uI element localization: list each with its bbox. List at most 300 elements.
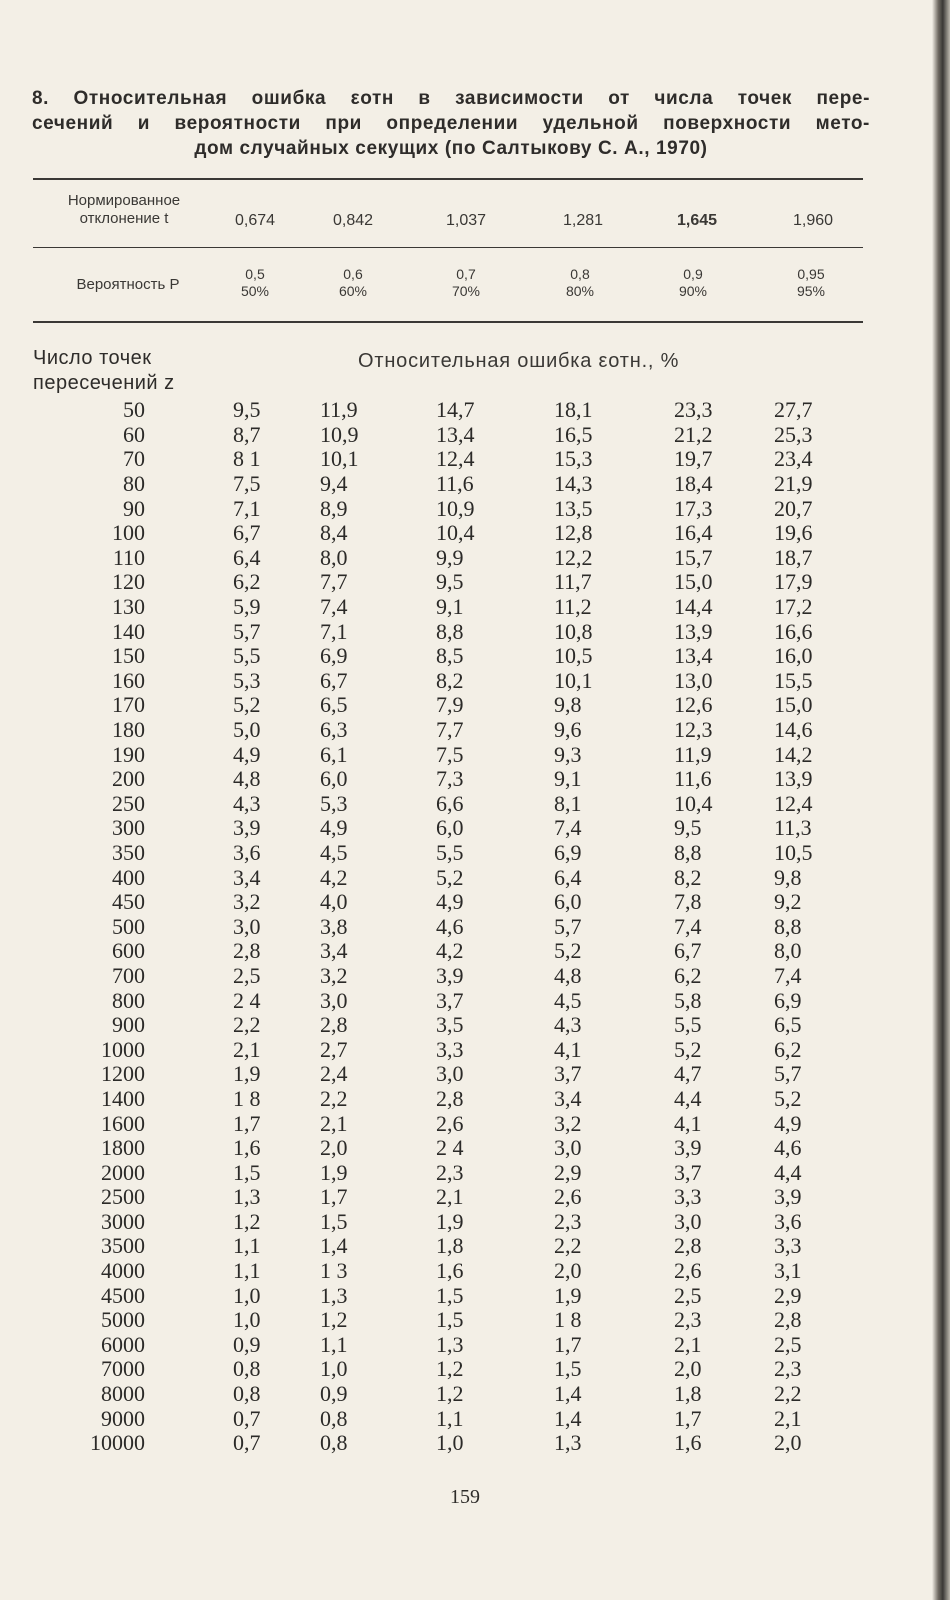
error-value: 2,5 [674,1282,702,1308]
table-row [0,496,834,521]
z-value: 140 [112,618,145,644]
error-value: 1,5 [554,1356,582,1382]
t-value-5: 1,645 [676,212,718,229]
error-value: 4,1 [554,1036,582,1062]
table-row [0,398,834,423]
error-value: 13,4 [674,643,713,669]
error-value: 4,4 [674,1085,702,1111]
error-value: 5,8 [674,987,702,1013]
error-value: 17,2 [774,594,813,620]
z-value: 170 [112,692,145,718]
error-value: 3,2 [233,889,261,915]
error-value: 9,5 [674,815,702,841]
error-value: 1,3 [320,1282,348,1308]
error-value: 8,4 [320,520,348,546]
error-value: 6,7 [674,938,702,964]
error-value: 25,3 [774,421,813,447]
error-value: 3,7 [554,1061,582,1087]
error-value: 11,3 [774,815,812,841]
error-value: 14,3 [554,471,593,497]
z-value: 150 [112,643,145,669]
table-row [0,792,834,817]
error-value: 1,4 [320,1233,348,1259]
z-value: 9000 [101,1405,145,1431]
error-value: 2,1 [774,1405,802,1431]
error-value: 17,3 [674,495,713,521]
table-row [0,939,834,964]
error-value: 18,4 [674,471,713,497]
error-value: 1,8 [436,1233,464,1259]
error-value: 16,4 [674,520,713,546]
p-value-5 [648,266,738,300]
error-value: 1,7 [554,1331,582,1357]
z-value: 6000 [101,1331,145,1357]
error-value: 9,5 [233,397,261,423]
error-value: 4,5 [320,839,348,865]
error-value: 0,7 [233,1405,261,1431]
error-value: 8,8 [674,839,702,865]
error-value: 9,8 [774,864,802,890]
error-value: 8,8 [436,618,464,644]
error-value: 2,0 [320,1135,348,1161]
z-value: 450 [112,889,145,915]
error-value: 8,8 [774,913,802,939]
error-value: 17,9 [774,569,813,595]
header-divider [33,247,863,248]
z-value: 80 [123,471,145,497]
error-label: Относительная ошибка εотн., % [358,350,680,372]
error-value: 4,3 [554,1012,582,1038]
error-value: 9,1 [554,766,582,792]
p-value-3 [421,266,511,300]
error-value: 3,2 [320,962,348,988]
error-value: 2 4 [233,987,261,1013]
table-row [0,693,834,718]
error-value: 3,3 [674,1184,702,1210]
z-value: 400 [112,864,145,890]
error-value: 3,7 [436,987,464,1013]
error-value: 18,7 [774,544,813,570]
error-value: 1,1 [233,1233,261,1259]
error-value: 7,5 [233,471,261,497]
error-value: 11,6 [436,471,474,497]
error-value: 7,4 [554,815,582,841]
error-value: 14,6 [774,717,813,743]
error-value: 15,7 [674,544,713,570]
table-row [0,1062,834,1087]
error-value: 2,4 [320,1061,348,1087]
error-value: 4,9 [233,741,261,767]
p-fraction-5: 0,9 [683,266,703,282]
table-row [0,1333,834,1358]
error-value: 14,2 [774,741,813,767]
error-value: 2,1 [320,1110,348,1136]
error-value: 8,2 [436,667,464,693]
error-value: 12,3 [674,717,713,743]
error-value: 9,2 [774,889,802,915]
table-row [0,767,834,792]
error-value: 7,4 [674,913,702,939]
table-row [0,1087,834,1112]
z-value: 250 [112,790,145,816]
z-value: 70 [123,446,145,472]
error-value: 4,2 [436,938,464,964]
error-value: 16,5 [554,421,593,447]
table-row [0,1308,834,1333]
p-value-4 [535,266,625,300]
error-value: 10,4 [436,520,475,546]
table-row [0,914,834,939]
table-row [0,890,834,915]
error-value: 1,1 [320,1331,348,1357]
z-value: 300 [112,815,145,841]
error-value: 5,3 [233,667,261,693]
error-value: 9,4 [320,471,348,497]
error-value: 6,9 [774,987,802,1013]
p-percent-4: 80% [565,283,595,299]
error-value: 15,0 [774,692,813,718]
t-value-2: 0,842 [332,212,374,229]
error-value: 5,2 [233,692,261,718]
z-value: 1400 [101,1085,145,1111]
t-label-line-1: Нормированное [67,192,181,209]
error-value: 3,0 [436,1061,464,1087]
error-value: 2,8 [320,1012,348,1038]
error-value: 4,7 [674,1061,702,1087]
error-value: 23,4 [774,446,813,472]
error-value: 8,5 [436,643,464,669]
error-value: 7,1 [320,618,348,644]
error-value: 11,2 [554,594,592,620]
error-value: 6,1 [320,741,348,767]
p-percent-2: 60% [338,283,368,299]
z-value: 90 [123,495,145,521]
error-value: 2,0 [554,1258,582,1284]
error-value: 3,9 [674,1135,702,1161]
error-value: 12,8 [554,520,593,546]
t-value-4: 1,281 [562,212,604,229]
error-value: 1,0 [233,1307,261,1333]
table-row [0,1259,834,1284]
error-value: 13,5 [554,495,593,521]
table-row [0,521,834,546]
z-value: 3500 [101,1233,145,1259]
error-value: 1,5 [233,1159,261,1185]
error-value: 2,2 [554,1233,582,1259]
error-value: 1,7 [674,1405,702,1431]
error-value: 1,9 [436,1208,464,1234]
error-value: 1 3 [320,1258,348,1284]
error-value: 6,9 [320,643,348,669]
error-value: 9,1 [436,594,464,620]
error-value: 9,8 [554,692,582,718]
error-value: 1,6 [436,1258,464,1284]
caption-line-2: сечений и вероятности при определении удельной поверхности мето- [32,113,870,134]
table-row [0,1357,834,1382]
top-rule [33,178,863,180]
p-fraction-3: 0,7 [456,266,476,282]
table-row [0,988,834,1013]
error-value: 6,6 [436,790,464,816]
error-value: 1,5 [436,1282,464,1308]
error-value: 8,1 [554,790,582,816]
error-value: 6,3 [320,717,348,743]
error-value: 0,8 [233,1381,261,1407]
z-value: 900 [112,1012,145,1038]
error-value: 2,0 [674,1356,702,1382]
error-value: 10,9 [320,421,359,447]
error-value: 2,5 [233,962,261,988]
error-value: 14,4 [674,594,713,620]
error-value: 2,2 [320,1085,348,1111]
error-value: 4,9 [436,889,464,915]
error-value: 2,1 [233,1036,261,1062]
error-value: 1,0 [320,1356,348,1382]
error-value: 3,9 [233,815,261,841]
error-value: 3,5 [436,1012,464,1038]
table-row [0,447,834,472]
error-value: 3,3 [774,1233,802,1259]
p-label: Вероятность P [76,276,180,293]
error-value: 1,4 [554,1381,582,1407]
z-label-line-1: Число точек [33,347,152,369]
z-value: 3000 [101,1208,145,1234]
error-value: 2 4 [436,1135,464,1161]
error-value: 5,7 [554,913,582,939]
z-value: 160 [112,667,145,693]
error-value: 4,4 [774,1159,802,1185]
error-value: 11,9 [674,741,712,767]
error-value: 3,0 [674,1208,702,1234]
error-value: 3,0 [320,987,348,1013]
table-row [0,865,834,890]
error-value: 13,9 [774,766,813,792]
error-value: 7,8 [674,889,702,915]
error-value: 5,2 [554,938,582,964]
error-value: 6,4 [554,864,582,890]
z-value: 60 [123,421,145,447]
error-value: 6,5 [320,692,348,718]
table-caption [32,86,870,161]
error-value: 2,2 [233,1012,261,1038]
error-value: 21,2 [674,421,713,447]
error-value: 5,5 [233,643,261,669]
error-value: 5,3 [320,790,348,816]
z-value: 50 [123,397,145,423]
error-value: 1,9 [233,1061,261,1087]
error-value: 1,8 [674,1381,702,1407]
error-value: 2,1 [674,1331,702,1357]
z-value: 5000 [101,1307,145,1333]
error-value: 1,0 [233,1282,261,1308]
table-row [0,742,834,767]
error-value: 0,9 [233,1331,261,1357]
table-row [0,1234,834,1259]
error-value: 3,3 [436,1036,464,1062]
z-value: 190 [112,741,145,767]
error-value: 5,9 [233,594,261,620]
error-value: 6,2 [233,569,261,595]
error-value: 5,7 [233,618,261,644]
error-value: 21,9 [774,471,813,497]
error-value: 1,2 [233,1208,261,1234]
table-row [0,964,834,989]
error-value: 1,2 [320,1307,348,1333]
error-value: 3,9 [436,962,464,988]
z-value: 1600 [101,1110,145,1136]
z-value: 120 [112,569,145,595]
error-value: 4,9 [320,815,348,841]
error-value: 6,0 [436,815,464,841]
error-value: 6,0 [554,889,582,915]
p-value-2 [308,266,398,300]
error-value: 6,7 [233,520,261,546]
table-row [0,1382,834,1407]
error-value: 1,2 [436,1356,464,1382]
table-row [0,1210,834,1235]
error-value: 23,3 [674,397,713,423]
error-value: 4,5 [554,987,582,1013]
table-row [0,816,834,841]
error-value: 3,7 [674,1159,702,1185]
error-value: 1 8 [233,1085,261,1111]
p-fraction-1: 0,5 [245,266,265,282]
error-value: 4,0 [320,889,348,915]
error-value: 2,1 [436,1184,464,1210]
error-table [0,398,834,1456]
error-value: 4,8 [233,766,261,792]
error-value: 3,4 [554,1085,582,1111]
error-value: 3,0 [233,913,261,939]
z-value: 800 [112,987,145,1013]
error-value: 11,9 [320,397,358,423]
error-value: 1,7 [320,1184,348,1210]
error-value: 12,4 [436,446,475,472]
error-value: 6,0 [320,766,348,792]
z-label-line-2: пересечений z [33,372,175,394]
error-value: 20,7 [774,495,813,521]
z-value: 130 [112,594,145,620]
z-value: 2500 [101,1184,145,1210]
error-value: 3,1 [774,1258,802,1284]
table-row [0,669,834,694]
table-row [0,1283,834,1308]
z-value: 180 [112,717,145,743]
error-value: 2,3 [774,1356,802,1382]
table-row [0,1111,834,1136]
p-fraction-6: 0,95 [797,266,825,282]
error-value: 3,9 [774,1184,802,1210]
table-row [0,595,834,620]
page-edge-shadow [932,0,950,1600]
error-value: 11,7 [554,569,592,595]
error-value: 2,3 [554,1208,582,1234]
error-value: 5,2 [674,1036,702,1062]
error-value: 7,5 [436,741,464,767]
error-value: 1 8 [554,1307,582,1333]
error-value: 0,8 [233,1356,261,1382]
error-value: 16,6 [774,618,813,644]
error-value: 1,0 [436,1430,464,1456]
z-value: 8000 [101,1381,145,1407]
error-value: 1,1 [233,1258,261,1284]
error-value: 1,9 [320,1159,348,1185]
error-value: 6,7 [320,667,348,693]
table-row [0,472,834,497]
error-value: 4,3 [233,790,261,816]
t-value-3: 1,037 [445,212,487,229]
table-row [0,619,834,644]
table-row [0,841,834,866]
error-value: 5,5 [436,839,464,865]
error-value: 8,9 [320,495,348,521]
p-percent-1: 50% [240,283,270,299]
error-value: 3,8 [320,913,348,939]
error-value: 3,6 [233,839,261,865]
error-value: 2,6 [436,1110,464,1136]
error-value: 19,7 [674,446,713,472]
error-value: 8,7 [233,421,261,447]
caption-line-3: дом случайных секущих (по Салтыкову С. А., 1970) [194,138,708,159]
error-value: 1,6 [674,1430,702,1456]
error-value: 6,2 [674,962,702,988]
error-value: 7,7 [436,717,464,743]
table-row [0,570,834,595]
error-value: 1,2 [436,1381,464,1407]
error-value: 1,3 [436,1331,464,1357]
error-value: 13,4 [436,421,475,447]
error-value: 19,6 [774,520,813,546]
z-value: 10000 [90,1430,145,1456]
error-value: 1,1 [436,1405,464,1431]
error-value: 2,3 [674,1307,702,1333]
error-value: 18,1 [554,397,593,423]
error-value: 8,2 [674,864,702,890]
error-value: 10,5 [554,643,593,669]
error-value: 9,5 [436,569,464,595]
t-value-6: 1,960 [792,212,834,229]
error-value: 7,1 [233,495,261,521]
error-value: 7,7 [320,569,348,595]
error-value: 4,6 [436,913,464,939]
error-value: 10,8 [554,618,593,644]
error-value: 5,2 [436,864,464,890]
error-value: 2,7 [320,1036,348,1062]
error-value: 6,2 [774,1036,802,1062]
table-row [0,1037,834,1062]
error-value: 2,2 [774,1381,802,1407]
error-value: 3,6 [774,1208,802,1234]
error-value: 0,7 [233,1430,261,1456]
error-value: 13,9 [674,618,713,644]
error-value: 2,3 [436,1159,464,1185]
error-value: 7,3 [436,766,464,792]
error-value: 15,5 [774,667,813,693]
error-value: 5,7 [774,1061,802,1087]
table-row [0,1013,834,1038]
error-value: 5,5 [674,1012,702,1038]
error-value: 10,4 [674,790,713,816]
error-value: 0,8 [320,1405,348,1431]
table-row [0,1185,834,1210]
p-fraction-2: 0,6 [343,266,363,282]
error-value: 12,6 [674,692,713,718]
header-bottom-rule [33,321,863,323]
error-value: 7,9 [436,692,464,718]
error-value: 2,9 [554,1159,582,1185]
z-value: 7000 [101,1356,145,1382]
t-label [44,192,204,228]
